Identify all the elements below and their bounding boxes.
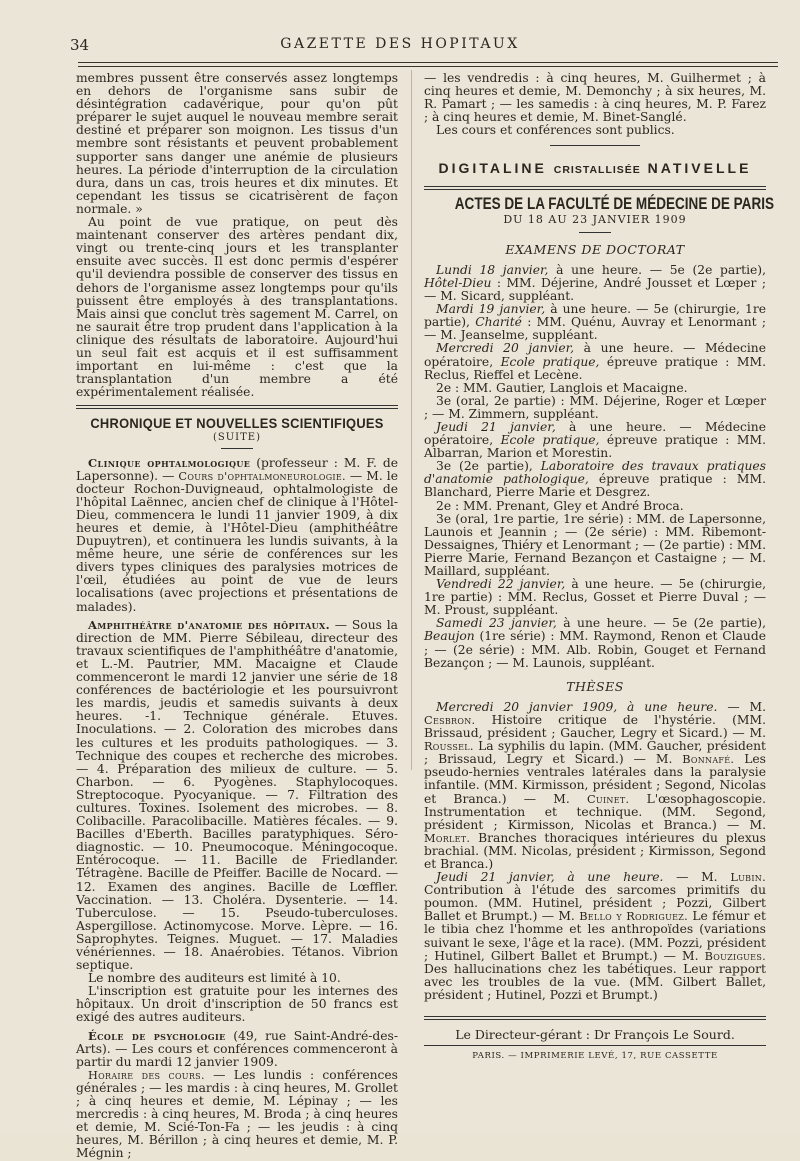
text-span: 3e (2e partie),	[436, 459, 541, 474]
date-span: Jeudi 21 janvier,	[436, 419, 556, 434]
author-name: Lubin.	[730, 871, 766, 885]
left-column	[76, 72, 398, 1161]
exam-entry: 3e (oral, 1re partie, 1re série) : MM. de Lapersonne, Launois et Jeannin ; — (2e série) : MM. Ribemont-Dessaignes, Thiéry et Lenormant ; — (2e partie) : MM. Pierre Marie, Fernand Bezançon et Castaigne ; — M. Maillard, suppléant.	[424, 511, 766, 578]
exam-entry: 2e : MM. Prenant, Gley et André Broca.	[436, 498, 684, 513]
italic-span: Ecole pratique,	[500, 433, 600, 448]
text-span: Branches thoraciques intérieures du plexus brachial. (MM. Nicolas, président ; Kirmisson, Segond et Branca.)	[424, 830, 766, 871]
text-span: — Les lundis : conférences générales ; — les mardis : à cinq heures, M. Grollet ; à cinq heures et demie, M. Lépinay ; — les mercredis : à cinq heures, M. Broda ; à cinq heures et demie, M. Scié-Ton-Fa ; — les jeudis : à cinq heures, M. Bérillon ; à cinq heures et demie, M. P. Mégnin ;	[76, 1067, 398, 1161]
text-span: La syphilis du lapin. (MM. Gaucher, président ; Brissaud, Legry et Sicard.) — M.	[424, 739, 766, 767]
text-span: à une heure. — Médecine opératoire,	[424, 341, 766, 369]
exam-entry	[424, 303, 766, 342]
advert-digitaline	[424, 162, 766, 177]
italic-span: Laboratoire des travaux pratiques d'anatomie pathologique,	[424, 459, 766, 487]
text-span: à une heure. — 5e (chirurgie, 1re partie) : MM. Reclus, Gosset et Pierre Duval ; — M. Proust, suppléant.	[424, 577, 767, 618]
text-span: épreuve pratique : MM. Blanchard, Pierre Marie et Desgrez.	[424, 472, 767, 500]
exam-entry	[424, 421, 766, 460]
author-name: Bonnafé.	[682, 753, 735, 767]
footer-divider	[424, 1016, 766, 1020]
italic-span: Hôtel-Dieu	[424, 275, 492, 290]
actes-title: ACTES DE LA FACULTÉ DE MÉDECINE DE PARIS	[454, 194, 775, 213]
exam-entry	[424, 617, 766, 669]
author-name: Cesbron.	[424, 713, 476, 727]
text-span: : MM. Déjerine, André Jousset et Lœper ; — M. Sicard, suppléant.	[424, 275, 766, 304]
exam-entry	[424, 342, 766, 381]
text-span: épreuve pratique : MM. Reclus, Rieffel et Lecène.	[424, 354, 767, 382]
running-title: GAZETTE DES HOPITAUX	[280, 36, 520, 52]
text-span: à une heure. — 5e (chirurgie, 1re partie),	[424, 302, 766, 330]
section-divider	[76, 405, 398, 409]
thesis-entry	[424, 871, 766, 1002]
right-column	[424, 71, 775, 1063]
section-title: CHRONIQUE ET NOUVELLES SCIENTIFIQUES	[90, 415, 384, 432]
text-span: — M. le docteur Rochon-Duvigneaud, ophtalmologiste de l'hôpital Laënnec, ancien chef de clinique à l'Hôtel-Dieu, commencera le lundi 11 janvier 1909, à dix heures et demie, à l'Hôtel-Dieu (amphithéâtre Dupuytren), et continuera les lundis suivants, à la même heure, une série de conférences sur les divers types cliniques des paralysies motrices de l'œil, étudiées au point de vue de leurs localisations (avec projections et présentations de malades).	[76, 468, 398, 614]
date-span: Mardi 19 janvier,	[436, 302, 546, 317]
paragraph-heading: Clinique ophtalmologique	[88, 455, 251, 470]
advert-text: DIGITALINE	[438, 160, 554, 177]
header-rule	[78, 62, 778, 63]
text-span: (49, rue Saint-André-des-Arts). — Les cours et conférences commenceront à partir du mardi 12 janvier 1909.	[76, 1028, 398, 1069]
theses-title: THÈSES	[566, 678, 624, 694]
header-rule-2	[78, 66, 778, 67]
italic-span: Beaujon	[424, 629, 475, 644]
section-divider	[424, 186, 766, 190]
actes-date: DU 18 AU 23 JANVIER 1909	[503, 212, 687, 226]
text-span: — M.	[717, 699, 766, 714]
date-span: Vendredi 22 janvier,	[436, 577, 566, 592]
page-number: 34	[70, 36, 90, 54]
exam-entry	[424, 264, 766, 303]
italic-span: Ecole pratique,	[500, 354, 600, 369]
paragraph: Les cours et conférences sont publics.	[436, 123, 675, 138]
thesis-entry	[424, 701, 766, 871]
paragraph	[76, 619, 398, 973]
text-span: L'œsophagoscopie. Instrumentation et technique. (MM. Segond, président ; Kirmisson, Nicolas et Branca.) — M.	[424, 791, 766, 832]
text-span: à une heure. — 5e (2e partie),	[556, 616, 766, 631]
exam-entry: 3e (oral, 2e partie) : MM. Déjerine, Roger et Lœper ; — M. Zimmern, suppléant.	[424, 393, 766, 421]
directeur-line: Le Directeur-gérant : Dr François Le Sourd.	[455, 1027, 735, 1042]
footer-rule	[424, 1045, 766, 1046]
text-span: (professeur : M. F. de Lapersonne). —	[76, 455, 398, 483]
text-span: Les pseudo-hernies ventrales latérales dans la paralysie infantile. (MM. Kirmisson, président ; Segond, Nicolas et Branca.) — M.	[424, 752, 766, 806]
author-name: Bouzigues.	[704, 949, 766, 963]
short-rule	[221, 448, 253, 449]
author-name: Cuinet.	[586, 792, 630, 806]
paragraph	[76, 457, 398, 614]
author-name: Bello y Rodriguez.	[579, 910, 689, 924]
imprimerie-line: PARIS. — IMPRIMERIE LEVÉ, 17, RUE CASSETTE	[472, 1051, 718, 1062]
text-span: épreuve pratique : MM. Albarran, Marion et Morestin.	[424, 433, 767, 461]
exam-entry	[424, 460, 766, 499]
section-subtitle: (SUITE)	[212, 432, 261, 444]
paragraph-heading: Horaire des cours.	[88, 1068, 205, 1082]
author-name: Morlet.	[424, 831, 471, 845]
exam-entry: 2e : MM. Gautier, Langlois et Macaigne.	[436, 380, 688, 395]
paragraph: Le nombre des auditeurs est limité à 10.	[88, 971, 341, 986]
date-span: Mercredi 20 janvier,	[436, 341, 575, 356]
paragraph-heading: École de psychologie	[88, 1028, 226, 1043]
date-span: Mercredi 20 janvier 1909, à une heure.	[436, 699, 718, 714]
paragraph	[76, 1030, 398, 1069]
exam-entry	[424, 578, 766, 617]
examens-title: EXAMENS DE DOCTORAT	[505, 241, 685, 257]
paragraph: membres pussent être conservés assez longtemps en dehors de l'organisme sans subir de désintégration cadavérique, pour qu'on pût préparer le sujet auquel le nouveau membre serait destiné et préparer son moignon. Les tissus d'un membre sont résistants et peuvent probablement supporter sans danger une anémie de plusieurs heures. La période d'interruption de la circulation dura, dans un cas, trois heures et dix minutes. Et cependant les tissus se cicatrisèrent de façon normale. »	[76, 71, 398, 216]
text-span: Des hallucinations chez les tabétiques. Leur rapport avec les troubles de la vue. (MM. Gilbert Ballet, président ; Hutinel, Pozzi et Brumpt.)	[424, 961, 766, 1002]
text-span: Le fémur et le tibia chez l'homme et les anthropoïdes (variations suivant le sexe, l'âge et la race). (MM. Pozzi, président ; Hutinel, Gilbert Ballet et Brumpt.) — M.	[424, 909, 766, 963]
text-span: à une heure. — 5e (2e partie),	[548, 262, 766, 277]
date-span: Samedi 23 janvier,	[436, 616, 557, 631]
text-span: : MM. Quénu, Auvray et Lenormant ; — M. Jeanselme, suppléant.	[424, 315, 766, 343]
paragraph: L'inscription est gratuite pour les internes des hôpitaux. Un droit d'inscription de 50 francs est exigé des autres auditeurs.	[76, 984, 398, 1025]
author-name: Roussel.	[424, 740, 474, 754]
text-span: à une heure. — Médecine opératoire,	[424, 419, 766, 448]
short-rule	[579, 232, 611, 233]
date-span: Lundi 18 janvier,	[436, 262, 549, 277]
text-span: Contribution à l'étude des sarcomes primitifs du poumon. (MM. Hutinel, président ; Pozzi, Gilbert Ballet et Brumpt.) — M.	[424, 883, 766, 924]
column-separator	[411, 70, 412, 770]
short-rule	[550, 145, 640, 146]
date-span: Jeudi 21 janvier, à une heure.	[436, 870, 664, 885]
italic-span: Charité	[475, 315, 522, 330]
text-span: Histoire critique de l'hystérie. (MM. Brissaud, président ; Gaucher, Legry et Sicard.) — M.	[424, 712, 766, 741]
paragraph: Au point de vue pratique, on peut dès maintenant conserver des artères pendant dix, vingt ou trente-cinq jours et les transplanter ensuite avec succès. Il est donc permis d'espérer qu'il deviendra possible de conserver des tissus en dehors de l'organisme assez longtemps pour qu'ils puissent être employés à des transplantations. Mais ainsi que conclut très sagement M. Carrel, on ne saurait être trop prudent dans l'application à la clinique des résultats de laboratoire. Aujourd'hui un seul fait est acquis et il est suffisamment important en lui-même : c'est que la transplantation d'un membre a été expérimentalement réalisée.	[76, 215, 398, 400]
small-caps-span: Cours d'ophtalmoneurologie.	[178, 469, 346, 483]
paragraph	[76, 1069, 398, 1161]
advert-text: NATIVELLE	[640, 160, 752, 177]
advert-text: CRISTALLISÉE	[553, 164, 641, 177]
paragraph-heading: Amphithéâtre d'anatomie des hôpitaux.	[88, 617, 330, 632]
text-span: (1re série) : MM. Raymond, Renon et Claude ; — (2e série) : MM. Alb. Robin, Gouget et Fernand Bezançon ; — M. Launois, suppléant.	[424, 629, 766, 670]
text-span: — Sous la direction de MM. Pierre Sébileau, directeur des travaux scientifiques de l'amphithéâtre d'anatomie, et L.-M. Pautrier, MM. Macaigne et Claude commenceront le mardi 12 janvier une série de 18 conférences de bactériologie et les poursuivront les mardis, jeudis et samedis suivants à deux heures. -1. Technique générale. Etuves. Inoculations. — 2. Coloration des microbes dans les cultures et les produits pathologiques. — 3. Technique des coupes et recherche des microbes. — 4. Préparation des milieux de culture. — 5. Charbon. — 6. Pyogènes. Staphylocoques. Streptocoque. Pyocyanique. — 7. Filtration des cultures. Toxines. Isolement des microbes. — 8. Colibacille. Paracolibacille. Matières fécales. — 9. Bacilles d'Eberth. Bacilles paratyphiques. Séro-diagnostic. — 10. Pneumocoque. Méningocoque. Entérocoque. — 11. Bacille de Friedlander. Tétragène. Bacille de Pfeiffer. Bacille de Nocard. — 12. Examen des angines. Bacille de Lœffler. Vaccination. — 13. Choléra. Dysenterie. — 14. Tuberculose. — 15. Pseudo-tuberculoses. Aspergillose. Actinomycose. Morve. Lèpre. — 16. Saprophytes. Teignes. Muguet. — 17. Maladies vénériennes. — 18. Anaérobies. Tétanos. Vibrion septique.	[76, 617, 398, 973]
paragraph: — les vendredis : à cinq heures, M. Guilhermet ; à cinq heures et demie, M. Demonchy ; à six heures, M. R. Pamart ; — les samedis : à cinq heures, M. P. Farez ; à cinq heures et demie, M. Binet-Sanglé.	[424, 71, 766, 125]
text-span: — M.	[663, 870, 731, 885]
